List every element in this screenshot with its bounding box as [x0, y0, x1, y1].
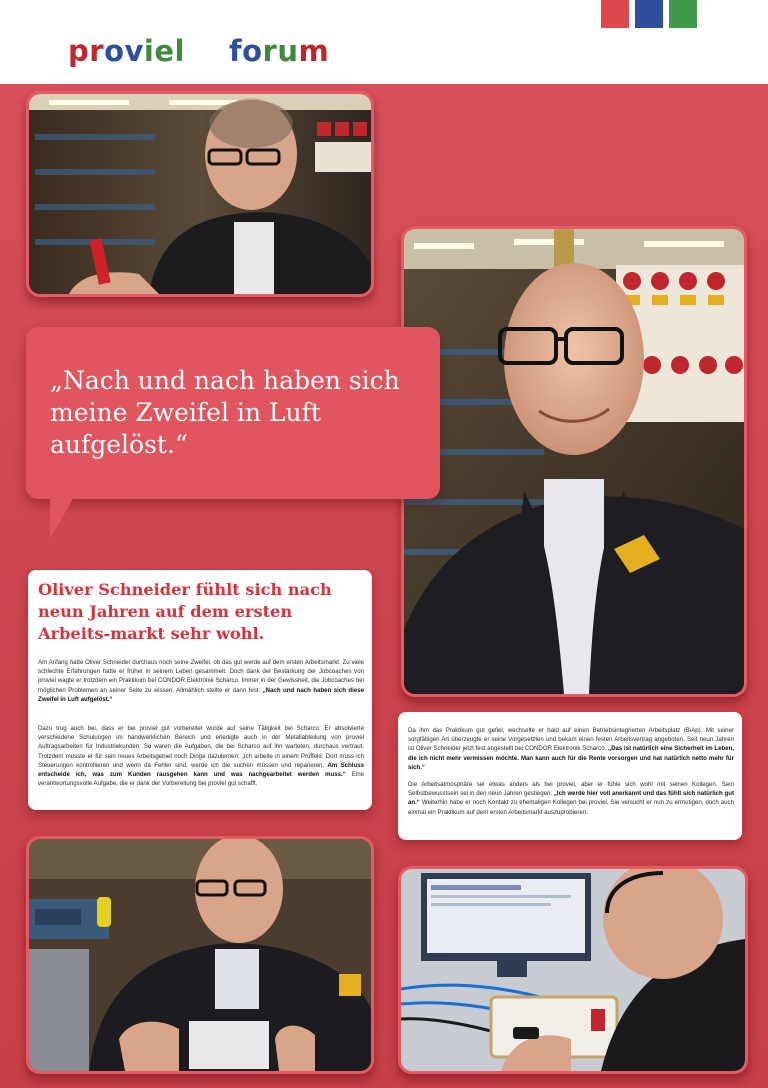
article-paragraph-3	[408, 726, 734, 772]
man-portrait-photo	[401, 226, 747, 697]
color-block-red	[601, 0, 629, 28]
logo-letters: ov	[104, 34, 144, 68]
article-paragraph-4	[408, 780, 734, 817]
paragraph-2-end: Eine verantwortungsvolle Aufgabe, die er dank der Vorbereitung bei proviel gut schafft.	[38, 771, 365, 788]
man-soldering-photo	[26, 836, 374, 1074]
color-blocks	[601, 0, 697, 28]
article-paragraph-2	[38, 724, 364, 788]
logo-letters: ru	[262, 34, 299, 68]
paragraph-1-text: Am Anfang hatte Oliver Schneider durchaus noch seine Zweifel, ob das gut werde auf dem ersten Arbeitsmarkt. Zu viele schlechte Erfahrungen hatte er früher in seinem Leben gesammelt. Doch dank der Bestärkung der Jobcoaches von proviel wagte er trotzdem ein Praktikum bei CONDOR Elektronik Scharco. Immer in der Gewissheit, die Jobcoaches bei möglichen Problemen an seiner Seite zu wissen. Allmählich stellte er dann fest:	[38, 659, 364, 694]
paragraph-3-bold: „Das ist natürlich eine Sicherheit im Leben, die ich nicht mehr vermissen möchte. Man kann auch für die Rente vorsorgen und hat natürlich netto mehr für sich.“	[408, 745, 734, 771]
header	[0, 0, 768, 84]
paragraph-2-text: Dazu trug auch bei, dass er bei proviel gut vorbereitet wurde auf seine Tätigkeit bei Scharco. Er absolvierte verschiedene Schulungen im handwerklichen Bereich und erledigte auch in der Metallabteilung von proviel Auftragsarbeiten für Industriekunden. So waren die Aufgaben, die bei Scharco auf ihn warteten, durchaus vertraut. Trotzdem musste er für sein neues Arbeitsgebiet noch Dinge dazulernen: „Ich arbeite in einem Prüffeld. Dort muss ich Steuerungen kontrollieren und wenn da Fehler sind, werde ich die suchen müssen und reparieren.	[38, 725, 364, 769]
paragraph-3-text: Da ihm das Praktikum gut gefiel, wechselte er bald auf einen Betriebsintegrierten Arbeitsplatz (BiAp). Mit seiner sorgfältigen Art überzeugte er seine Vorgesetzten und bekam einen festen Arbeitsvertrag angeboten. Seit neun Jahren ist Oliver Schneider jetzt fest angestellt bei CONDOR Elektronik Scharco.	[408, 727, 734, 753]
paragraph-4-end: Weiterhin habe er noch Kontakt zu ehemaligen Kollegen bei proviel. Sie versucht er nun zu ermutigen, doch auch einmal ein Praktikum auf dem ersten Arbeitsmarkt auszuprobieren.	[408, 799, 734, 816]
article-card-right	[398, 712, 742, 840]
forum-logo	[229, 34, 329, 68]
logo-letters: iel	[143, 34, 185, 68]
pull-quote: „Nach und nach haben sich meine Zweifel in Luft aufgelöst.“	[50, 366, 400, 459]
paragraph-2-bold: Am Schluss entscheide ich, was zum Kunden rausgehen kann und was nachgearbeitet werden muss.“	[38, 761, 364, 779]
man-testing-device-photo	[398, 866, 748, 1074]
logo-letters: m	[298, 34, 330, 68]
quote-box	[26, 327, 440, 499]
article-paragraph-1	[38, 658, 364, 704]
quote-tail	[50, 497, 74, 539]
color-block-blue	[635, 0, 663, 28]
article-card-left	[28, 570, 372, 810]
proviel-logo	[68, 34, 185, 68]
article-headline: Oliver Schneider fühlt sich nach neun Jahren auf dem ersten Arbeits-markt sehr wohl.	[38, 580, 332, 643]
logo-letters: pr	[68, 34, 105, 68]
color-block-green	[669, 0, 697, 28]
paragraph-4-bold: „Ich werde hier voll anerkannt und das fühlt sich natürlich gut an.“	[408, 790, 734, 807]
man-writing-photo	[26, 91, 374, 297]
logo-letters: fo	[229, 34, 263, 68]
paragraph-4-text: Die Arbeitsatmosphäre sei etwas anders als bei proviel, aber er fühle sich wohl mit seinen Kollegen. Sein Selbstbewusstsein sei in den neun Jahren gestiegen:	[408, 781, 734, 798]
paragraph-1-bold: „Nach und nach haben sich diese Zweifel in Luft aufgelöst.“	[38, 686, 364, 703]
